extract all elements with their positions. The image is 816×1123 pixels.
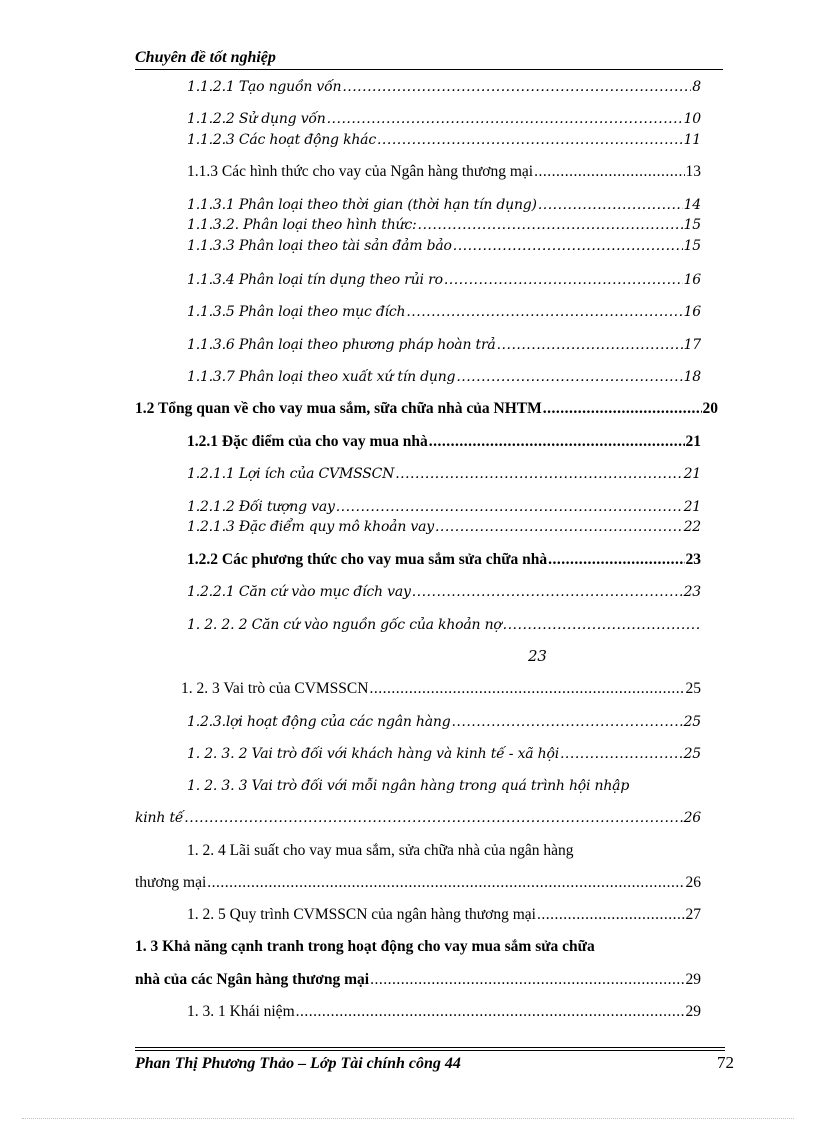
- toc-entry-page: 20: [702, 400, 718, 417]
- toc-entry-page: 17: [683, 337, 701, 353]
- page-bottom-border: [22, 1118, 794, 1119]
- toc-entry: [187, 905, 701, 925]
- toc-entry: [187, 77, 701, 97]
- toc-entry-page: 21: [685, 433, 701, 450]
- toc-entry: [135, 808, 701, 828]
- toc-entry-page: 8: [692, 79, 701, 95]
- toc-entry-page: 29: [685, 971, 701, 988]
- header-rule: [135, 69, 723, 70]
- toc-entry-line1: [135, 937, 718, 957]
- toc-entry-label: 1. 2. 2. 2 Căn cứ vào nguồn gốc của khoản nợ: [187, 617, 502, 633]
- toc-entry-label: 1.1.3 Các hình thức cho vay của Ngân hàng thương mại: [187, 163, 534, 180]
- toc-entry-label: 1.2.1.1 Lợi ích của CVMSSCN: [187, 466, 395, 482]
- toc-entry-page: 21: [683, 466, 701, 482]
- toc-entry-label: 1. 2. 3 Vai trò của CVMSSCN: [181, 680, 369, 697]
- footer-rule: [135, 1047, 725, 1048]
- toc-entry-label: 1. 2. 5 Quy trình CVMSSCN của ngân hàng thương mại: [187, 906, 536, 923]
- page-header: [135, 48, 723, 68]
- toc-entry: [187, 582, 701, 602]
- toc-entry-line1: [187, 841, 718, 861]
- toc-entry-label: 1. 3 Khả năng cạnh tranh trong hoạt động cho vay mua sắm sửa chữa: [135, 938, 595, 955]
- toc-entry-label: 1.1.2.3 Các hoạt động khác: [187, 132, 376, 148]
- toc-entry: [187, 195, 701, 215]
- toc-entry-label: 1.2.2 Các phương thức cho vay mua sắm sửa chữa nhà: [187, 551, 548, 568]
- toc-entry: [187, 236, 701, 256]
- toc-entry-label: 1.1.3.2. Phân loại theo hình thức:: [187, 217, 417, 233]
- toc-entry: [187, 109, 701, 129]
- footer-rule: [135, 1050, 725, 1051]
- toc-entry: [187, 367, 701, 387]
- toc-entry-label: 1.1.2.2 Sử dụng vốn: [187, 111, 326, 127]
- toc-entry-page: 16: [683, 304, 701, 320]
- toc-entry-label: 1.1.3.4 Phân loại tín dụng theo rủi ro: [187, 272, 443, 288]
- toc-entry-label: 1.1.2.1 Tạo nguồn vốn: [187, 79, 342, 95]
- toc-entry: [187, 615, 701, 635]
- footer-author: Phan Thị Phương Thảo – Lớp Tài chính công 44: [135, 1055, 461, 1072]
- toc-entry-label: 1.1.3.1 Phân loại theo thời gian (thời hạn tín dụng): [187, 197, 537, 213]
- toc-entry: [187, 215, 701, 235]
- toc-entry-label: 1. 2. 3. 3 Vai trò đối với mỗi ngân hàng trong quá trình hội nhập: [187, 778, 630, 794]
- toc-entry-label: 1.1.3.7 Phân loại theo xuất xứ tín dụng: [187, 369, 456, 385]
- toc-entry-page: 23: [683, 584, 701, 600]
- toc-entry-label: 1.2.2.1 Căn cứ vào mục đích vay: [187, 584, 411, 600]
- toc-entry: [187, 464, 701, 484]
- toc-entry-page: 21: [683, 499, 701, 515]
- toc-entry-label: 1. 3. 1 Khái niệm: [187, 1003, 295, 1020]
- toc-entry-page: 11: [683, 132, 701, 148]
- toc-entry-page: 23: [528, 647, 547, 665]
- toc-entry-page: 15: [683, 217, 701, 233]
- toc-entry-label: kinh tế: [135, 810, 184, 826]
- toc-entry-label: 1.1.3.5 Phân loại theo mục đích: [187, 304, 406, 320]
- toc-entry-label: 1. 2. 3. 2 Vai trò đối với khách hàng và kinh tế - xã hội: [187, 746, 559, 762]
- toc-entry-label: 1.2.1 Đặc điểm của cho vay mua nhà: [187, 433, 428, 450]
- toc-entry-label: thương mại: [135, 874, 207, 891]
- toc-entry: [187, 517, 701, 537]
- toc-entry: [187, 744, 701, 764]
- toc-entry-label: 1. 2. 4 Lãi suất cho vay mua sắm, sửa chữa nhà của ngân hàng: [187, 842, 574, 859]
- toc-entry-page: 25: [685, 680, 701, 697]
- toc-entry: [187, 432, 701, 452]
- toc-entry-page: 29: [685, 1003, 701, 1020]
- toc-entry: [181, 679, 701, 699]
- toc-entry: [187, 1002, 701, 1022]
- toc-entry-page: 16: [683, 272, 701, 288]
- toc-entry: [187, 130, 701, 150]
- toc-entry-page: 26: [683, 810, 701, 826]
- toc-entry-page: 27: [685, 906, 701, 923]
- toc-entry-page: 26: [685, 874, 701, 891]
- toc-entry-label: 1.2.1.2 Đối tượng vay: [187, 499, 335, 515]
- toc-entry-label: nhà của các Ngân hàng thương mại: [135, 971, 370, 988]
- toc-entry-page: 23: [685, 551, 701, 568]
- toc-entry: [135, 399, 718, 419]
- toc-entry-page: 22: [683, 519, 701, 535]
- toc-entry-line1: [187, 776, 718, 796]
- toc-entry-page: 25: [683, 714, 701, 730]
- toc-entry: [135, 873, 701, 893]
- toc-entry-label: 1.1.3.6 Phân loại theo phương pháp hoàn trả: [187, 337, 496, 353]
- toc-entry: [187, 270, 701, 290]
- toc-entry-label: 1.2 Tổng quan về cho vay mua sắm, sữa chữa nhà của NHTM: [135, 400, 542, 417]
- toc-entry-label: 1.1.3.3 Phân loại theo tài sản đảm bảo: [187, 238, 452, 254]
- toc-entry: [187, 497, 701, 517]
- toc-entry: [187, 335, 701, 355]
- page-number: 72: [717, 1053, 734, 1072]
- header-title: Chuyên đề tốt nghiệp: [135, 49, 276, 66]
- toc-entry-label: 1.2.1.3 Đặc điểm quy mô khoản vay: [187, 519, 434, 535]
- toc-entry: [187, 712, 701, 732]
- toc-entry-page: 25: [683, 746, 701, 762]
- toc-entry-page: 13: [685, 163, 701, 180]
- toc-entry: [187, 162, 701, 182]
- toc-entry-page: 14: [683, 197, 701, 213]
- toc-entry-page: 15: [683, 238, 701, 254]
- toc-entry-label: 1.2.3.lợi hoạt động của các ngân hàng: [187, 714, 451, 730]
- toc-entry-page: 10: [683, 111, 701, 127]
- toc-entry: [187, 550, 701, 570]
- toc-entry-page: 18: [683, 369, 701, 385]
- toc-entry: [135, 970, 701, 990]
- toc-entry: [187, 302, 701, 322]
